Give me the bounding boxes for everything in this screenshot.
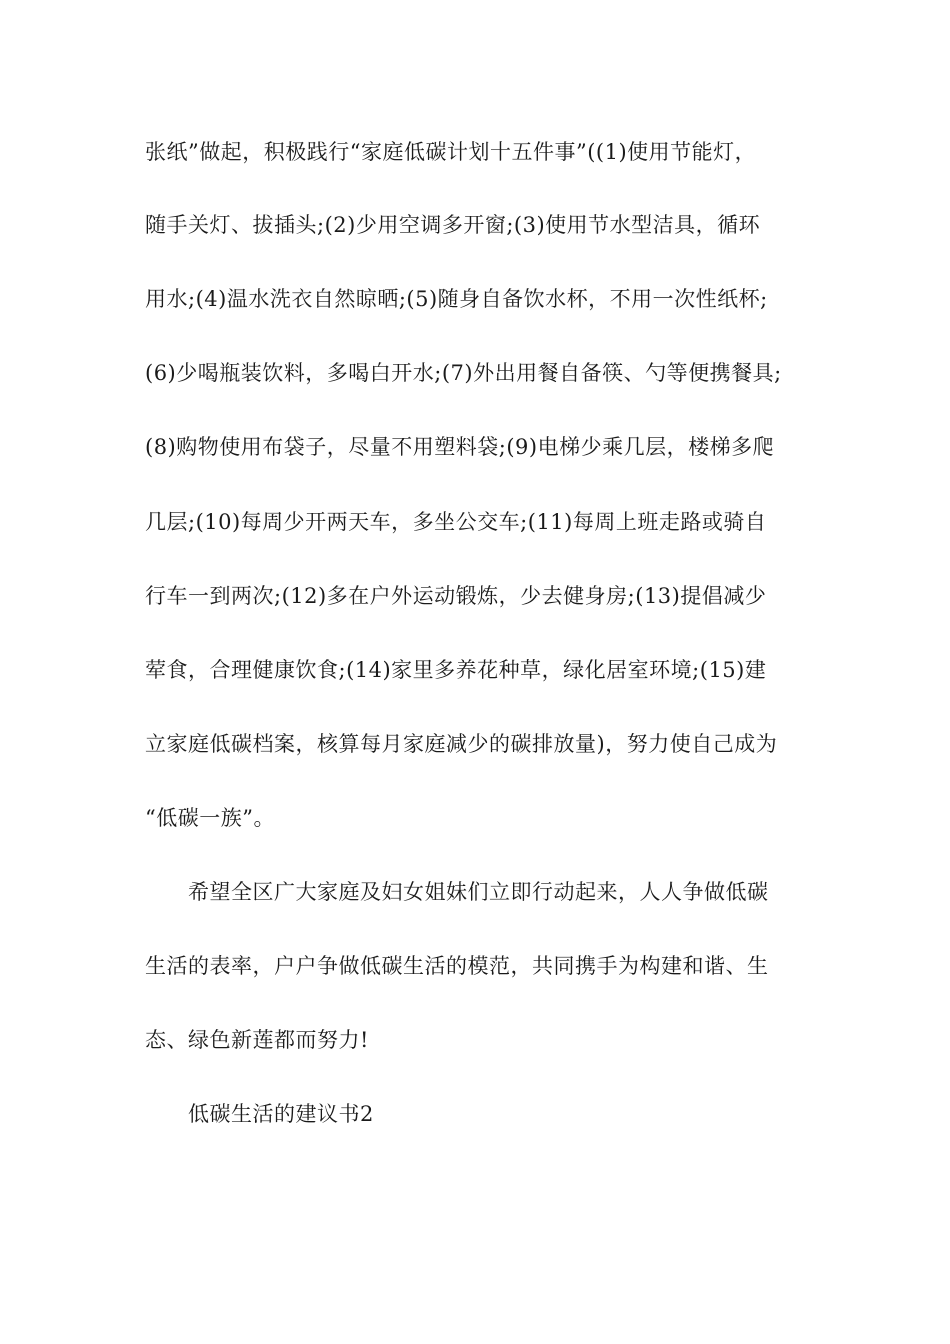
paragraph-line: 生活的表率，户户争做低碳生活的模范，共同携手为构建和谐、生	[145, 954, 769, 978]
paragraph-line: 立家庭低碳档案，核算每月家庭减少的碳排放量)，努力使自己成为	[145, 732, 778, 756]
paragraph-line: 张纸”做起，积极践行“家庭低碳计划十五件事”((1)使用节能灯，	[145, 140, 757, 164]
paragraph-line: 随手关灯、拔插头;(2)少用空调多开窗;(3)使用节水型洁具，循环	[145, 213, 761, 237]
section-heading: 低碳生活的建议书2	[188, 1102, 374, 1126]
paragraph-line: 行车一到两次;(12)多在户外运动锻炼，少去健身房;(13)提倡减少	[145, 584, 767, 608]
paragraph-line: (8)购物使用布袋子，尽量不用塑料袋;(9)电梯少乘几层，楼梯多爬	[145, 435, 775, 459]
paragraph-line: (6)少喝瓶装饮料，多喝白开水;(7)外出用餐自备筷、勺等便携餐具;	[145, 361, 782, 385]
paragraph-line: 态、绿色新莲都而努力!	[145, 1028, 369, 1052]
paragraph-line: 用水;(4)温水洗衣自然晾晒;(5)随身自备饮水杯，不用一次性纸杯;	[145, 287, 768, 311]
paragraph-line: 几层;(10)每周少开两天车，多坐公交车;(11)每周上班走路或骑自	[145, 510, 767, 534]
paragraph-line: “低碳一族”。	[145, 806, 275, 830]
paragraph-line: 希望全区广大家庭及妇女姐妹们立即行动起来，人人争做低碳	[188, 880, 769, 904]
paragraph-line: 荤食，合理健康饮食;(14)家里多养花种草，绿化居室环境;(15)建	[145, 658, 767, 682]
